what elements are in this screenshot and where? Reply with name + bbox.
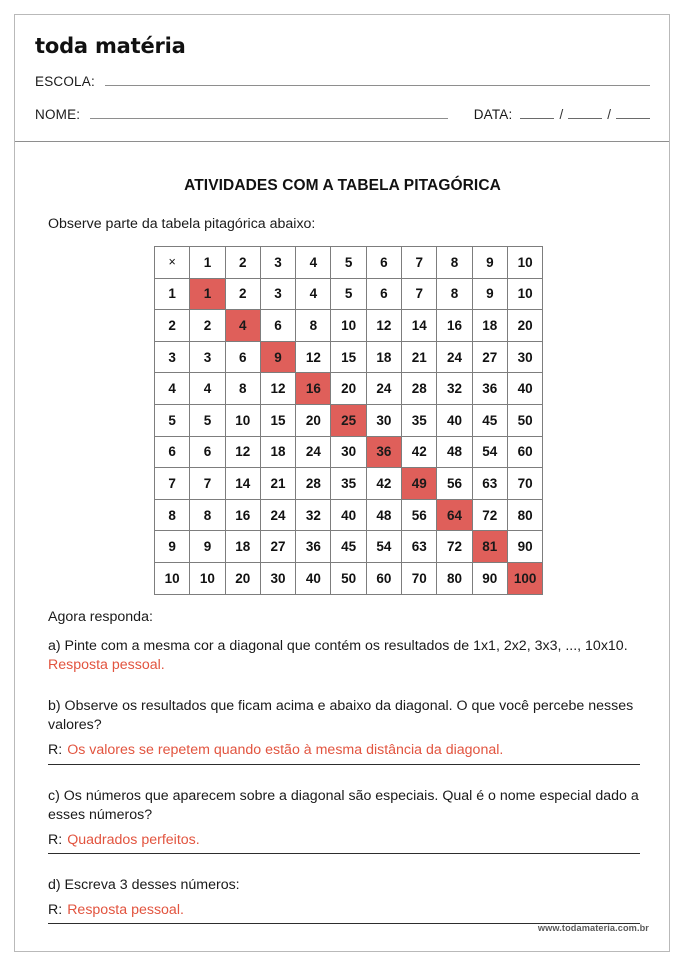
nome-input-line[interactable]: [90, 107, 447, 119]
table-cell[interactable]: 20: [507, 310, 542, 342]
diagonal-cell-9[interactable]: 9: [260, 341, 295, 373]
data-field-group: [474, 107, 650, 122]
table-cell[interactable]: 63: [402, 531, 437, 563]
answer-line-b[interactable]: [48, 741, 640, 764]
escola-input-line[interactable]: [105, 74, 650, 86]
table-cell[interactable]: 24: [296, 436, 331, 468]
spacer: [48, 854, 640, 876]
table-cell[interactable]: 5: [331, 278, 366, 310]
intro-text: Observe parte da tabela pitagórica abaixo:: [48, 216, 316, 232]
table-row: [155, 499, 543, 531]
brand-logo: toda matéria: [35, 34, 186, 58]
table-cell[interactable]: 36: [296, 531, 331, 563]
column-header-10: 10: [507, 247, 542, 279]
table-cell[interactable]: 18: [260, 436, 295, 468]
table-cell[interactable]: 30: [260, 562, 295, 594]
table-cell[interactable]: 56: [437, 468, 472, 500]
table-cell[interactable]: 24: [437, 341, 472, 373]
table-cell[interactable]: 24: [366, 373, 401, 405]
question-block-a: [48, 637, 640, 697]
table-cell[interactable]: 40: [296, 562, 331, 594]
row-header-4: 4: [155, 373, 190, 405]
table-cell[interactable]: 80: [507, 499, 542, 531]
table-cell[interactable]: 6: [225, 341, 260, 373]
page-title: ATIVIDADES COM A TABELA PITAGÓRICA: [184, 177, 501, 194]
data-slash-1: /: [559, 107, 564, 122]
table-cell[interactable]: 12: [225, 436, 260, 468]
questions-lead: Agora responda:: [48, 608, 153, 625]
data-label: DATA:: [473, 107, 513, 122]
row-header-1: 1: [155, 278, 190, 310]
data-year-input[interactable]: [616, 107, 650, 119]
column-header-3: 3: [260, 247, 295, 279]
table-cell[interactable]: 20: [331, 373, 366, 405]
table-cell[interactable]: 8: [437, 278, 472, 310]
table-cell[interactable]: 90: [472, 562, 507, 594]
answer-prefix-c: R:: [48, 831, 63, 848]
table-cell[interactable]: 60: [507, 436, 542, 468]
table-cell[interactable]: 40: [507, 373, 542, 405]
table-cell[interactable]: 30: [331, 436, 366, 468]
row-header-5: 5: [155, 404, 190, 436]
table-header-row: [155, 247, 543, 279]
question-text-a: a) Pinte com a mesma cor a diagonal que contém os resultados de 1x1, 2x2, 3x3, ..., 10x10. Resposta pessoal.: [48, 637, 628, 673]
table-cell[interactable]: 50: [507, 404, 542, 436]
table-cell[interactable]: 4: [190, 373, 225, 405]
table-cell[interactable]: 18: [472, 310, 507, 342]
table-cell[interactable]: 56: [402, 499, 437, 531]
answer-prefix-d: R:: [48, 902, 63, 919]
row-header-2: 2: [155, 310, 190, 342]
table-cell[interactable]: 8: [296, 310, 331, 342]
multiply-symbol-cell: ×: [155, 247, 190, 279]
table-cell[interactable]: 28: [296, 468, 331, 500]
column-header-2: 2: [225, 247, 260, 279]
row-header-8: 8: [155, 499, 190, 531]
table-cell[interactable]: 9: [190, 531, 225, 563]
table-cell[interactable]: 32: [296, 499, 331, 531]
table-cell[interactable]: 12: [296, 341, 331, 373]
table-cell[interactable]: 15: [331, 341, 366, 373]
table-cell[interactable]: 35: [331, 468, 366, 500]
spacer: [48, 765, 640, 787]
table-cell[interactable]: 50: [331, 562, 366, 594]
answer-line-d[interactable]: [48, 901, 640, 924]
escola-label: ESCOLA:: [35, 74, 95, 89]
table-cell[interactable]: 63: [472, 468, 507, 500]
spacer: [48, 681, 640, 697]
question-block-d: [48, 876, 640, 946]
answer-text-d: Resposta pessoal.: [67, 902, 184, 919]
table-cell[interactable]: 40: [331, 499, 366, 531]
diagonal-cell-16[interactable]: 16: [296, 373, 331, 405]
table-cell[interactable]: 14: [402, 310, 437, 342]
table-cell[interactable]: 70: [402, 562, 437, 594]
table-cell[interactable]: 72: [472, 499, 507, 531]
table-cell[interactable]: 54: [366, 531, 401, 563]
row-header-6: 6: [155, 436, 190, 468]
table-cell[interactable]: 30: [507, 341, 542, 373]
table-cell[interactable]: 30: [366, 404, 401, 436]
table-cell[interactable]: 8: [190, 499, 225, 531]
table-cell[interactable]: 70: [507, 468, 542, 500]
table-cell[interactable]: 27: [260, 531, 295, 563]
nome-label: NOME:: [35, 107, 81, 122]
table-cell[interactable]: 12: [260, 373, 295, 405]
answer-text-b: Os valores se repetem quando estão à mesma distância da diagonal.: [67, 742, 504, 759]
table-cell[interactable]: 10: [331, 310, 366, 342]
diagonal-cell-64[interactable]: 64: [437, 499, 472, 531]
questions-section: [0, 608, 685, 947]
diagonal-cell-49[interactable]: 49: [402, 468, 437, 500]
header-block: [15, 15, 669, 142]
question-block-b: [48, 697, 640, 787]
data-month-input[interactable]: [568, 107, 602, 119]
table-cell[interactable]: 36: [472, 373, 507, 405]
table-cell[interactable]: 35: [402, 404, 437, 436]
table-cell[interactable]: 90: [507, 531, 542, 563]
column-header-1: 1: [190, 247, 225, 279]
table-cell[interactable]: 42: [402, 436, 437, 468]
table-cell[interactable]: 3: [260, 278, 295, 310]
table-cell[interactable]: 18: [225, 531, 260, 563]
table-cell[interactable]: 72: [437, 531, 472, 563]
table-cell[interactable]: 6: [366, 278, 401, 310]
pythagorean-table-wrap: [0, 246, 685, 595]
table-cell[interactable]: 10: [190, 562, 225, 594]
question-text-c: c) Os números que aparecem sobre a diagonal são especiais. Qual é o nome especial dado a esses números?: [48, 787, 639, 823]
data-slash-2: /: [607, 107, 611, 122]
data-day-input[interactable]: [520, 107, 554, 119]
table-cell[interactable]: 16: [437, 310, 472, 342]
row-header-3: 3: [155, 341, 190, 373]
column-header-9: 9: [472, 247, 507, 279]
table-row: [155, 531, 543, 563]
questions-list: [48, 637, 640, 947]
table-row: [155, 278, 543, 310]
table-row: [155, 310, 543, 342]
diagonal-cell-100[interactable]: 100: [507, 562, 542, 594]
table-cell[interactable]: 7: [190, 468, 225, 500]
table-cell[interactable]: 27: [472, 341, 507, 373]
diagonal-cell-25[interactable]: 25: [331, 404, 366, 436]
answer-line-c[interactable]: [48, 831, 640, 854]
row-header-10: 10: [155, 562, 190, 594]
table-row: [155, 341, 543, 373]
table-cell[interactable]: 14: [225, 468, 260, 500]
table-cell[interactable]: 12: [366, 310, 401, 342]
table-body: [155, 247, 543, 595]
table-row: [155, 373, 543, 405]
footer-url: www.todamateria.com.br: [537, 923, 649, 933]
question-text-b: b) Observe os resultados que ficam acima e abaixo da diagonal. O que você percebe nesses valores?: [48, 698, 634, 734]
answer-text-a: Resposta pessoal.: [48, 656, 165, 673]
table-cell[interactable]: 18: [366, 341, 401, 373]
worksheet-content: [0, 142, 685, 946]
row-header-9: 9: [155, 531, 190, 563]
table-cell[interactable]: 6: [190, 436, 225, 468]
column-header-7: 7: [402, 247, 437, 279]
table-cell[interactable]: 2: [190, 310, 225, 342]
table-cell[interactable]: 60: [366, 562, 401, 594]
escola-field-row: [35, 74, 650, 89]
table-cell[interactable]: 10: [225, 404, 260, 436]
table-cell[interactable]: 45: [472, 404, 507, 436]
table-cell[interactable]: 9: [472, 278, 507, 310]
table-cell[interactable]: 15: [260, 404, 295, 436]
column-header-4: 4: [296, 247, 331, 279]
table-cell[interactable]: 48: [437, 436, 472, 468]
table-cell[interactable]: 2: [225, 278, 260, 310]
table-row: [155, 404, 543, 436]
question-block-c: [48, 787, 640, 877]
table-cell[interactable]: 16: [225, 499, 260, 531]
table-cell[interactable]: 21: [260, 468, 295, 500]
table-cell[interactable]: 8: [225, 373, 260, 405]
table-cell[interactable]: 5: [190, 404, 225, 436]
table-cell[interactable]: 6: [260, 310, 295, 342]
table-cell[interactable]: 21: [402, 341, 437, 373]
table-cell[interactable]: 20: [225, 562, 260, 594]
table-row: [155, 468, 543, 500]
table-cell[interactable]: 4: [296, 278, 331, 310]
answer-prefix-b: R:: [48, 742, 63, 759]
table-row: [155, 562, 543, 594]
table-cell[interactable]: 80: [437, 562, 472, 594]
table-cell[interactable]: 54: [472, 436, 507, 468]
table-cell[interactable]: 32: [437, 373, 472, 405]
diagonal-cell-81[interactable]: 81: [472, 531, 507, 563]
table-cell[interactable]: 20: [296, 404, 331, 436]
table-cell[interactable]: 24: [260, 499, 295, 531]
nome-field-row: [35, 107, 650, 122]
pythagorean-table: [154, 246, 543, 595]
column-header-5: 5: [331, 247, 366, 279]
column-header-6: 6: [366, 247, 401, 279]
column-header-8: 8: [437, 247, 472, 279]
diagonal-cell-1[interactable]: 1: [190, 278, 225, 310]
table-cell[interactable]: 3: [190, 341, 225, 373]
table-cell[interactable]: 7: [402, 278, 437, 310]
table-cell[interactable]: 28: [402, 373, 437, 405]
answer-text-c: Quadrados perfeitos.: [67, 831, 200, 848]
diagonal-cell-4[interactable]: 4: [225, 310, 260, 342]
table-cell[interactable]: 42: [366, 468, 401, 500]
table-cell[interactable]: 40: [437, 404, 472, 436]
question-text-d: d) Escreva 3 desses números:: [48, 877, 240, 894]
table-cell[interactable]: 48: [366, 499, 401, 531]
table-row: [155, 436, 543, 468]
row-header-7: 7: [155, 468, 190, 500]
diagonal-cell-36[interactable]: 36: [366, 436, 401, 468]
table-cell[interactable]: 45: [331, 531, 366, 563]
table-cell[interactable]: 10: [507, 278, 542, 310]
